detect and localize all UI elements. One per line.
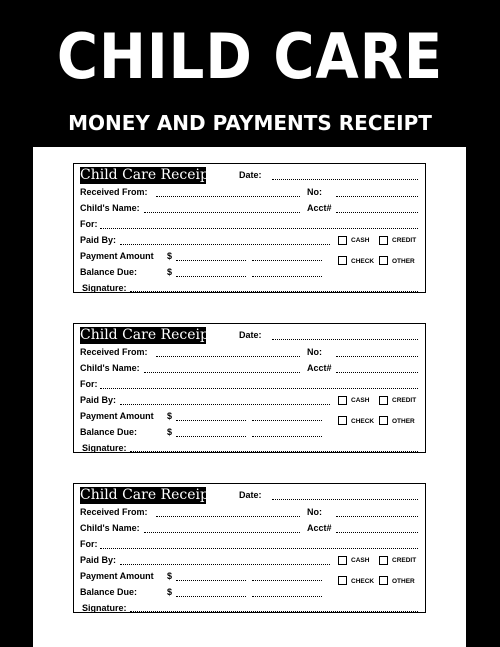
signature-label: Signature: [82, 443, 127, 453]
receipt-form-1 [73, 163, 426, 293]
paid-by-field[interactable] [120, 564, 330, 565]
paid-by-field[interactable] [120, 244, 330, 245]
date-field[interactable] [272, 499, 418, 500]
balance-cents-field[interactable] [252, 596, 322, 597]
cover-subtitle: MONEY AND PAYMENTS RECEIPT [68, 111, 432, 135]
cash-checkbox[interactable] [338, 556, 347, 565]
signature-label: Signature: [82, 603, 127, 613]
paid-by-field[interactable] [120, 404, 330, 405]
received-from-field[interactable] [156, 516, 300, 517]
received-from-field[interactable] [156, 356, 300, 357]
check-checkbox[interactable] [338, 416, 347, 425]
childs-name-field[interactable] [144, 212, 300, 213]
balance-cents-field[interactable] [252, 276, 322, 277]
balance-dollars-field[interactable] [176, 276, 246, 277]
acct-field[interactable] [336, 212, 418, 213]
payment-amount-label: Payment Amount [80, 251, 154, 261]
receipt-no-label: No: [307, 187, 322, 197]
check-option-label: CHECK [351, 418, 375, 425]
cash-option-label: CASH [351, 237, 370, 244]
signature-field[interactable] [130, 291, 418, 292]
for-label: For: [80, 219, 98, 229]
credit-checkbox[interactable] [379, 236, 388, 245]
payment-currency: $ [167, 571, 173, 581]
check-checkbox[interactable] [338, 576, 347, 585]
balance-dollars-field[interactable] [176, 596, 246, 597]
other-option-label: OTHER [392, 258, 415, 265]
receipt-title: Child Care Receipt [80, 167, 215, 183]
received-from-field[interactable] [156, 196, 300, 197]
payment-dollars-field[interactable] [176, 260, 246, 261]
other-option-label: OTHER [392, 418, 415, 425]
signature-label: Signature: [82, 283, 127, 293]
payment-cents-field[interactable] [252, 260, 322, 261]
balance-currency: $ [167, 267, 173, 277]
acct-label: Acct# [307, 203, 332, 213]
payment-dollars-field[interactable] [176, 580, 246, 581]
receipt-title: Child Care Receipt [80, 327, 215, 343]
date-field[interactable] [272, 339, 418, 340]
credit-option-label: CREDIT [392, 557, 417, 564]
check-checkbox[interactable] [338, 256, 347, 265]
payment-currency: $ [167, 411, 173, 421]
childs-name-label: Child's Name: [80, 363, 140, 373]
payment-amount-label: Payment Amount [80, 411, 154, 421]
paid-by-label: Paid By: [80, 395, 117, 405]
payment-currency: $ [167, 251, 173, 261]
check-option-label: CHECK [351, 258, 375, 265]
credit-checkbox[interactable] [379, 556, 388, 565]
for-field[interactable] [100, 548, 418, 549]
for-label: For: [80, 379, 98, 389]
received-from-label: Received From: [80, 347, 148, 357]
balance-due-label: Balance Due: [80, 587, 138, 597]
receipt-no-field[interactable] [336, 356, 418, 357]
other-checkbox[interactable] [379, 576, 388, 585]
date-field[interactable] [272, 179, 418, 180]
acct-field[interactable] [336, 532, 418, 533]
credit-option-label: CREDIT [392, 397, 417, 404]
receipt-title: Child Care Receipt [80, 487, 215, 503]
paid-by-label: Paid By: [80, 235, 117, 245]
receipt-form-2 [73, 323, 426, 453]
date-label: Date: [239, 330, 262, 340]
other-option-label: OTHER [392, 578, 415, 585]
payment-amount-label: Payment Amount [80, 571, 154, 581]
date-label: Date: [239, 170, 262, 180]
childs-name-field[interactable] [144, 532, 300, 533]
credit-option-label: CREDIT [392, 237, 417, 244]
receipt-no-label: No: [307, 347, 322, 357]
paid-by-label: Paid By: [80, 555, 117, 565]
received-from-label: Received From: [80, 187, 148, 197]
cover-title: CHILD CARE [56, 21, 444, 94]
acct-field[interactable] [336, 372, 418, 373]
acct-label: Acct# [307, 523, 332, 533]
date-label: Date: [239, 490, 262, 500]
cash-checkbox[interactable] [338, 396, 347, 405]
balance-due-label: Balance Due: [80, 427, 138, 437]
for-field[interactable] [100, 388, 418, 389]
receipt-no-field[interactable] [336, 516, 418, 517]
credit-checkbox[interactable] [379, 396, 388, 405]
balance-currency: $ [167, 427, 173, 437]
cash-option-label: CASH [351, 557, 370, 564]
balance-dollars-field[interactable] [176, 436, 246, 437]
balance-currency: $ [167, 587, 173, 597]
other-checkbox[interactable] [379, 256, 388, 265]
cash-option-label: CASH [351, 397, 370, 404]
received-from-label: Received From: [80, 507, 148, 517]
payment-dollars-field[interactable] [176, 420, 246, 421]
payment-cents-field[interactable] [252, 420, 322, 421]
receipt-no-label: No: [307, 507, 322, 517]
childs-name-label: Child's Name: [80, 203, 140, 213]
balance-cents-field[interactable] [252, 436, 322, 437]
receipt-no-field[interactable] [336, 196, 418, 197]
signature-field[interactable] [130, 451, 418, 452]
for-field[interactable] [100, 228, 418, 229]
signature-field[interactable] [130, 611, 418, 612]
receipt-sheet [33, 147, 466, 647]
other-checkbox[interactable] [379, 416, 388, 425]
balance-due-label: Balance Due: [80, 267, 138, 277]
for-label: For: [80, 539, 98, 549]
cash-checkbox[interactable] [338, 236, 347, 245]
childs-name-label: Child's Name: [80, 523, 140, 533]
payment-cents-field[interactable] [252, 580, 322, 581]
check-option-label: CHECK [351, 578, 375, 585]
receipt-form-3 [73, 483, 426, 613]
childs-name-field[interactable] [144, 372, 300, 373]
acct-label: Acct# [307, 363, 332, 373]
